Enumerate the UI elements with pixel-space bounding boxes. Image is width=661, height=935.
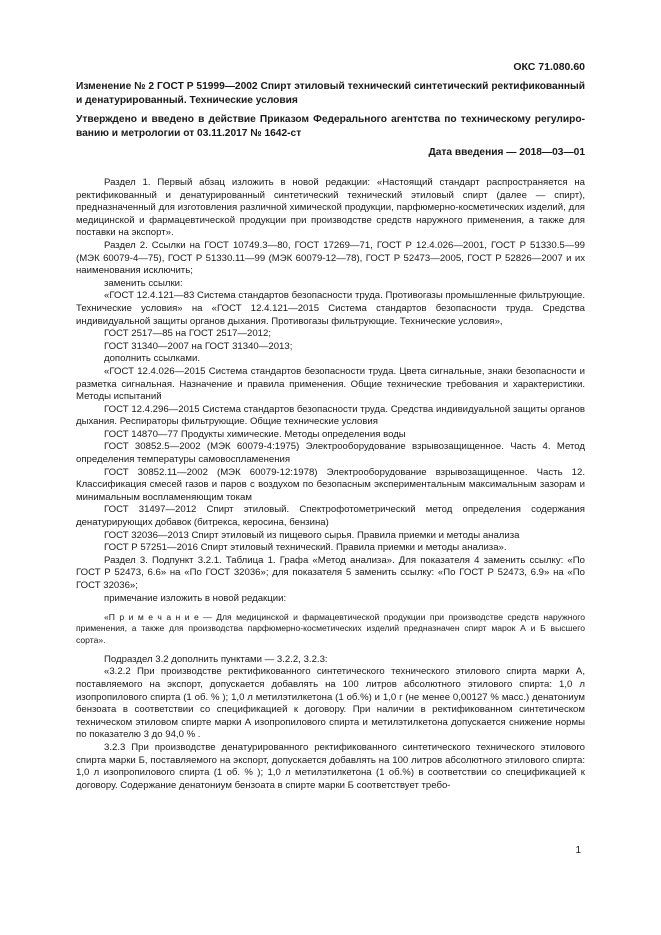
approval-statement: Утверждено и введено в действие Приказом Федерального агентства по техническому регулированию и метрологии от 03.11.2017 № 1642-ст <box>76 114 585 139</box>
page-number: 1 <box>575 845 581 856</box>
amendment-title: Изменение № 2 ГОСТ Р 51999—2002 Спирт этиловый технический синтетический ректификованный и денатурированный. Технические условия <box>76 81 585 106</box>
paragraph: ГОСТ 31497—2012 Спирт этиловый. Спектрофотометрический метод определения содержания денатурирующих добавок (битрекса, керосина, бензина) <box>76 504 585 529</box>
classification-code: ОКС 71.080.60 <box>513 61 585 73</box>
paragraph: ГОСТ 14870—77 Продукты химические. Методы определения воды <box>104 428 406 440</box>
paragraph: ГОСТ Р 57251—2016 Спирт этиловый технический. Правила приемки и методы анализа». <box>104 542 507 554</box>
paragraph: Подраздел 3.2 дополнить пунктами — 3.2.2, 3.2.3: <box>104 653 328 665</box>
paragraph: Раздел 1. Первый абзац изложить в новой редакции: «Настоящий стандарт распространяется на ректификованный и денатурированный синтетический технический этиловый спирт (далее — спирт), предназначенный для изготовления различной химической продукции, парфюмерно-косметических изделий, для медицинской и фармацевтической продукции при производстве средств наружного применения, а также для поставки на экспорт». <box>76 177 585 239</box>
paragraph: «3.2.2 При производстве ректификованного синтетического технического этилового спирта марки А, поставляемого на экспорт, допускается добавлять на 100 литров абсолютного этилового спирта: 1,0 л изопропилового спирта (1 об. % ); 1,0 л метилэтилкетона (1 об.%) и 1,0 г (не менее 0,00127 % масс.) денатониум бензоата в соответствии со спецификацией к договору. При наличии в ректификованном синтетическом техническом этиловом спирте марки А изопропилового спирта и метилэтилкетона допускается снижение нормы по показателю 3 до 94,0 % . <box>76 666 585 741</box>
paragraph: 3.2.3 При производстве денатурированного ректификованного синтетического технического этилового спирта марки Б, поставляемого на экспорт, допускается добавлять на 100 литров абсолютного этилового спирта: 1,0 л изопропилового спирта (1 об. % ); 1,0 л метилэтилкетона (1 об.%) в соответствии со спецификацией к договору. Содержание денатониум бензоата в спирте марки Б соответствует требо- <box>76 741 585 791</box>
paragraph: ГОСТ 32036—2013 Спирт этиловый из пищевого сырья. Правила приемки и методы анализа <box>104 529 520 541</box>
paragraph: ГОСТ 2517—85 на ГОСТ 2517—2012; <box>104 328 272 340</box>
paragraph: Раздел 3. Подпункт 3.2.1. Таблица 1. Графа «Метод анализа». Для показателя 4 заменить ссылку: «По ГОСТ Р 52473, 6.6» на «По ГОСТ 32036»; для показателя 5 заменить ссылку: «По ГОСТ Р 52473, 6.9» на «По ГОСТ 32036»; <box>76 554 585 591</box>
paragraph: примечание изложить в новой редакции: <box>104 592 287 604</box>
paragraph: «ГОСТ 12.4.121—83 Система стандартов безопасности труда. Противогазы промышленные фильтрующие. Технические условия» на «ГОСТ 12.4.121—2015 Система стандартов безопасности труда. Средства индивидуальной защиты органов дыхания. Противогазы фильтрующие. Технические условия», <box>76 290 585 327</box>
paragraph: ГОСТ 31340—2007 на ГОСТ 31340—2013; <box>104 340 293 352</box>
paragraph: «ГОСТ 12.4.026—2015 Система стандартов безопасности труда. Цвета сигнальные, знаки безопасности и разметка сигнальная. Назначение и правила применения. Общие технические требования и характеристики. Методы испытаний <box>76 365 585 403</box>
paragraph: ГОСТ 30852.11—2002 (МЭК 60079-12:1978) Электрооборудование взрывозащищенное. Часть 12. Классификация смесей газов и паров с воздухом по безопасным экспериментальным максимальным зазорам и минимальным воспламеняющим токам <box>76 466 585 503</box>
effective-date: Дата введения — 2018—03—01 <box>428 147 585 158</box>
paragraph: ГОСТ 12.4.296—2015 Система стандартов безопасности труда. Средства индивидуальной защиты органов дыхания. Респираторы фильтрующие. Общие технические условия <box>76 403 585 428</box>
paragraph: Раздел 2. Ссылки на ГОСТ 10749.3—80, ГОСТ 17269—71, ГОСТ Р 12.4.026—2001, ГОСТ Р 51330.5—99 (МЭК 60079-4—75), ГОСТ Р 51330.11—99 (МЭК 60079-12—78), ГОСТ Р 52473—2005, ГОСТ Р 52826—2007 и их наименования исключить; <box>76 239 585 277</box>
paragraph: дополнить ссылками. <box>104 353 201 365</box>
document-body <box>76 177 585 792</box>
note: «П р и м е ч а н и е — Для медицинской и фармацевтической продукции при производстве средств наружного применения, а также для производства парфюмерно-косметических изделий предназначен спирт марок А и Б высшего сорта». <box>76 612 585 645</box>
paragraph: ГОСТ 30852.5—2002 (МЭК 60079-4:1975) Электрооборудование взрывозащищенное. Часть 4. Метод определения температуры самовоспламенения <box>76 441 585 466</box>
paragraph: заменить ссылки: <box>104 277 183 289</box>
